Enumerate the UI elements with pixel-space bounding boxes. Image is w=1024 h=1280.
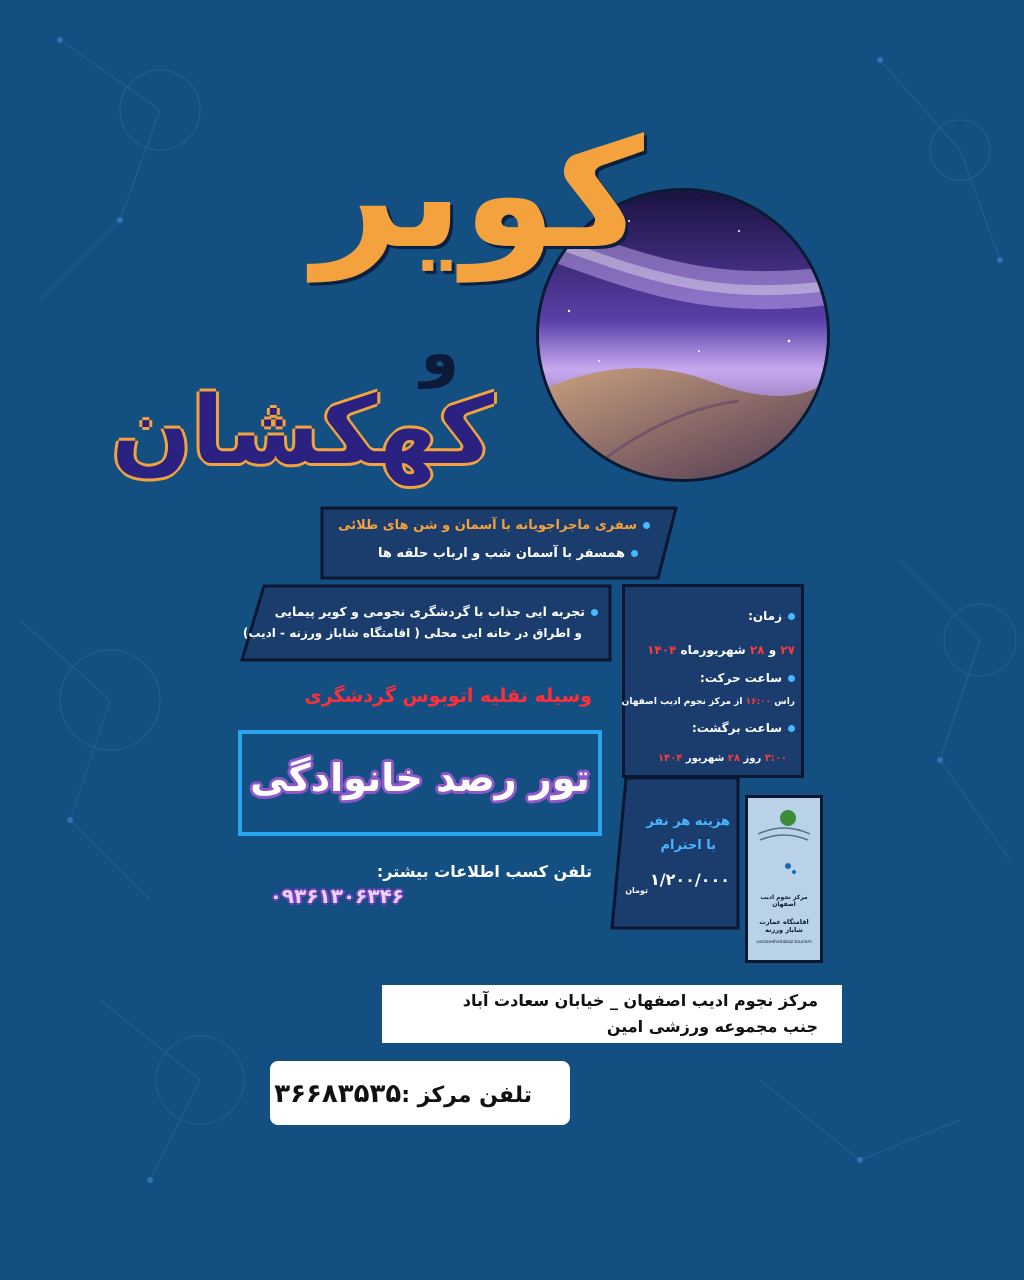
title-kavir: کویر	[313, 108, 644, 282]
experience-box	[240, 584, 612, 662]
sponsor-logos	[748, 798, 820, 960]
time-label-text: زمان:	[748, 609, 782, 623]
intro-box	[318, 506, 680, 580]
experience-line-2-text: و اطراق در خانه ایی محلی ( اقامتگاه شاباز ورزنه - ادیب)	[242, 626, 582, 640]
lodge-name: اقامتگاه عمارت شاباز ورزنه	[759, 918, 809, 934]
info-phone-number[interactable]: ۰۹۳۶۱۳۰۶۳۴۶	[269, 884, 404, 908]
intro-line-2	[378, 546, 638, 561]
sponsor-logo-card	[745, 795, 823, 963]
bullet-icon	[591, 609, 598, 616]
schedule-box	[622, 584, 804, 778]
cost-box-frame	[610, 776, 740, 930]
org-name: مرکز نجوم ادیب اصفهان	[760, 894, 808, 908]
cost-box	[610, 776, 740, 930]
title-va: و	[420, 316, 459, 389]
lodge-handle: varzanehshabaz.tourism	[756, 940, 812, 945]
title-kahkeshan: کهکشان	[111, 377, 494, 486]
bus-info: وسیله نقلیه اتوبوس گردشگری	[304, 685, 592, 707]
experience-line-2	[243, 626, 582, 640]
center-phone[interactable]	[274, 1079, 532, 1109]
cost-label-2: با احترام	[660, 838, 716, 853]
bullet-icon	[788, 725, 795, 732]
address-box	[382, 985, 842, 1043]
date-line: ۲۷ و ۲۸ شهریورماه ۱۴۰۴	[647, 643, 795, 657]
bullet-icon	[631, 550, 638, 557]
cost-currency: تومان	[625, 886, 648, 895]
center-phone-box	[270, 1061, 570, 1125]
cost-label-1: هزینه هر نفر	[646, 814, 730, 829]
tour-title-box	[238, 730, 602, 836]
intro-line-1-text: سفری ماجراجویانه با آسمان و شن های طلائی	[338, 518, 637, 533]
address-line-1: مرکز نجوم ادیب اصفهان _ خیابان سعادت آباد	[462, 991, 818, 1010]
return-line: ۳:۰۰ روز ۲۸ شهریور ۱۴۰۴	[657, 753, 787, 764]
experience-line-1-text: تجربه ایی جذاب با گردشگری نجومی و کویر پیمایی	[274, 604, 585, 619]
tour-title: تور رصد خانوادگی	[250, 756, 590, 800]
center-phone-number[interactable]: ۳۶۶۸۳۵۳۵	[274, 1079, 402, 1109]
return-label: ساعت برگشت:	[692, 721, 795, 735]
cost-amount: ۱/۲۰۰/۰۰۰	[649, 870, 730, 889]
time-label	[748, 609, 795, 623]
intro-line-1	[338, 518, 650, 533]
experience-line-1	[275, 604, 598, 619]
experience-box-frame	[240, 584, 612, 662]
center-phone-label: تلفن مرکز :	[401, 1083, 532, 1108]
bullet-icon	[643, 522, 650, 529]
departure-line: راس ۱۶:۰۰ از مرکز نجوم ادیب اصفهان	[621, 697, 795, 707]
bullet-icon	[788, 613, 795, 620]
info-phone-label: تلفن کسب اطلاعات بیشتر:	[376, 862, 592, 881]
address-line-2: جنب مجموعه ورزشی امین	[606, 1017, 818, 1036]
departure-label: ساعت حرکت:	[700, 671, 795, 685]
bullet-icon	[788, 675, 795, 682]
intro-line-2-text: همسفر با آسمان شب و ارباب حلقه ها	[378, 546, 625, 561]
